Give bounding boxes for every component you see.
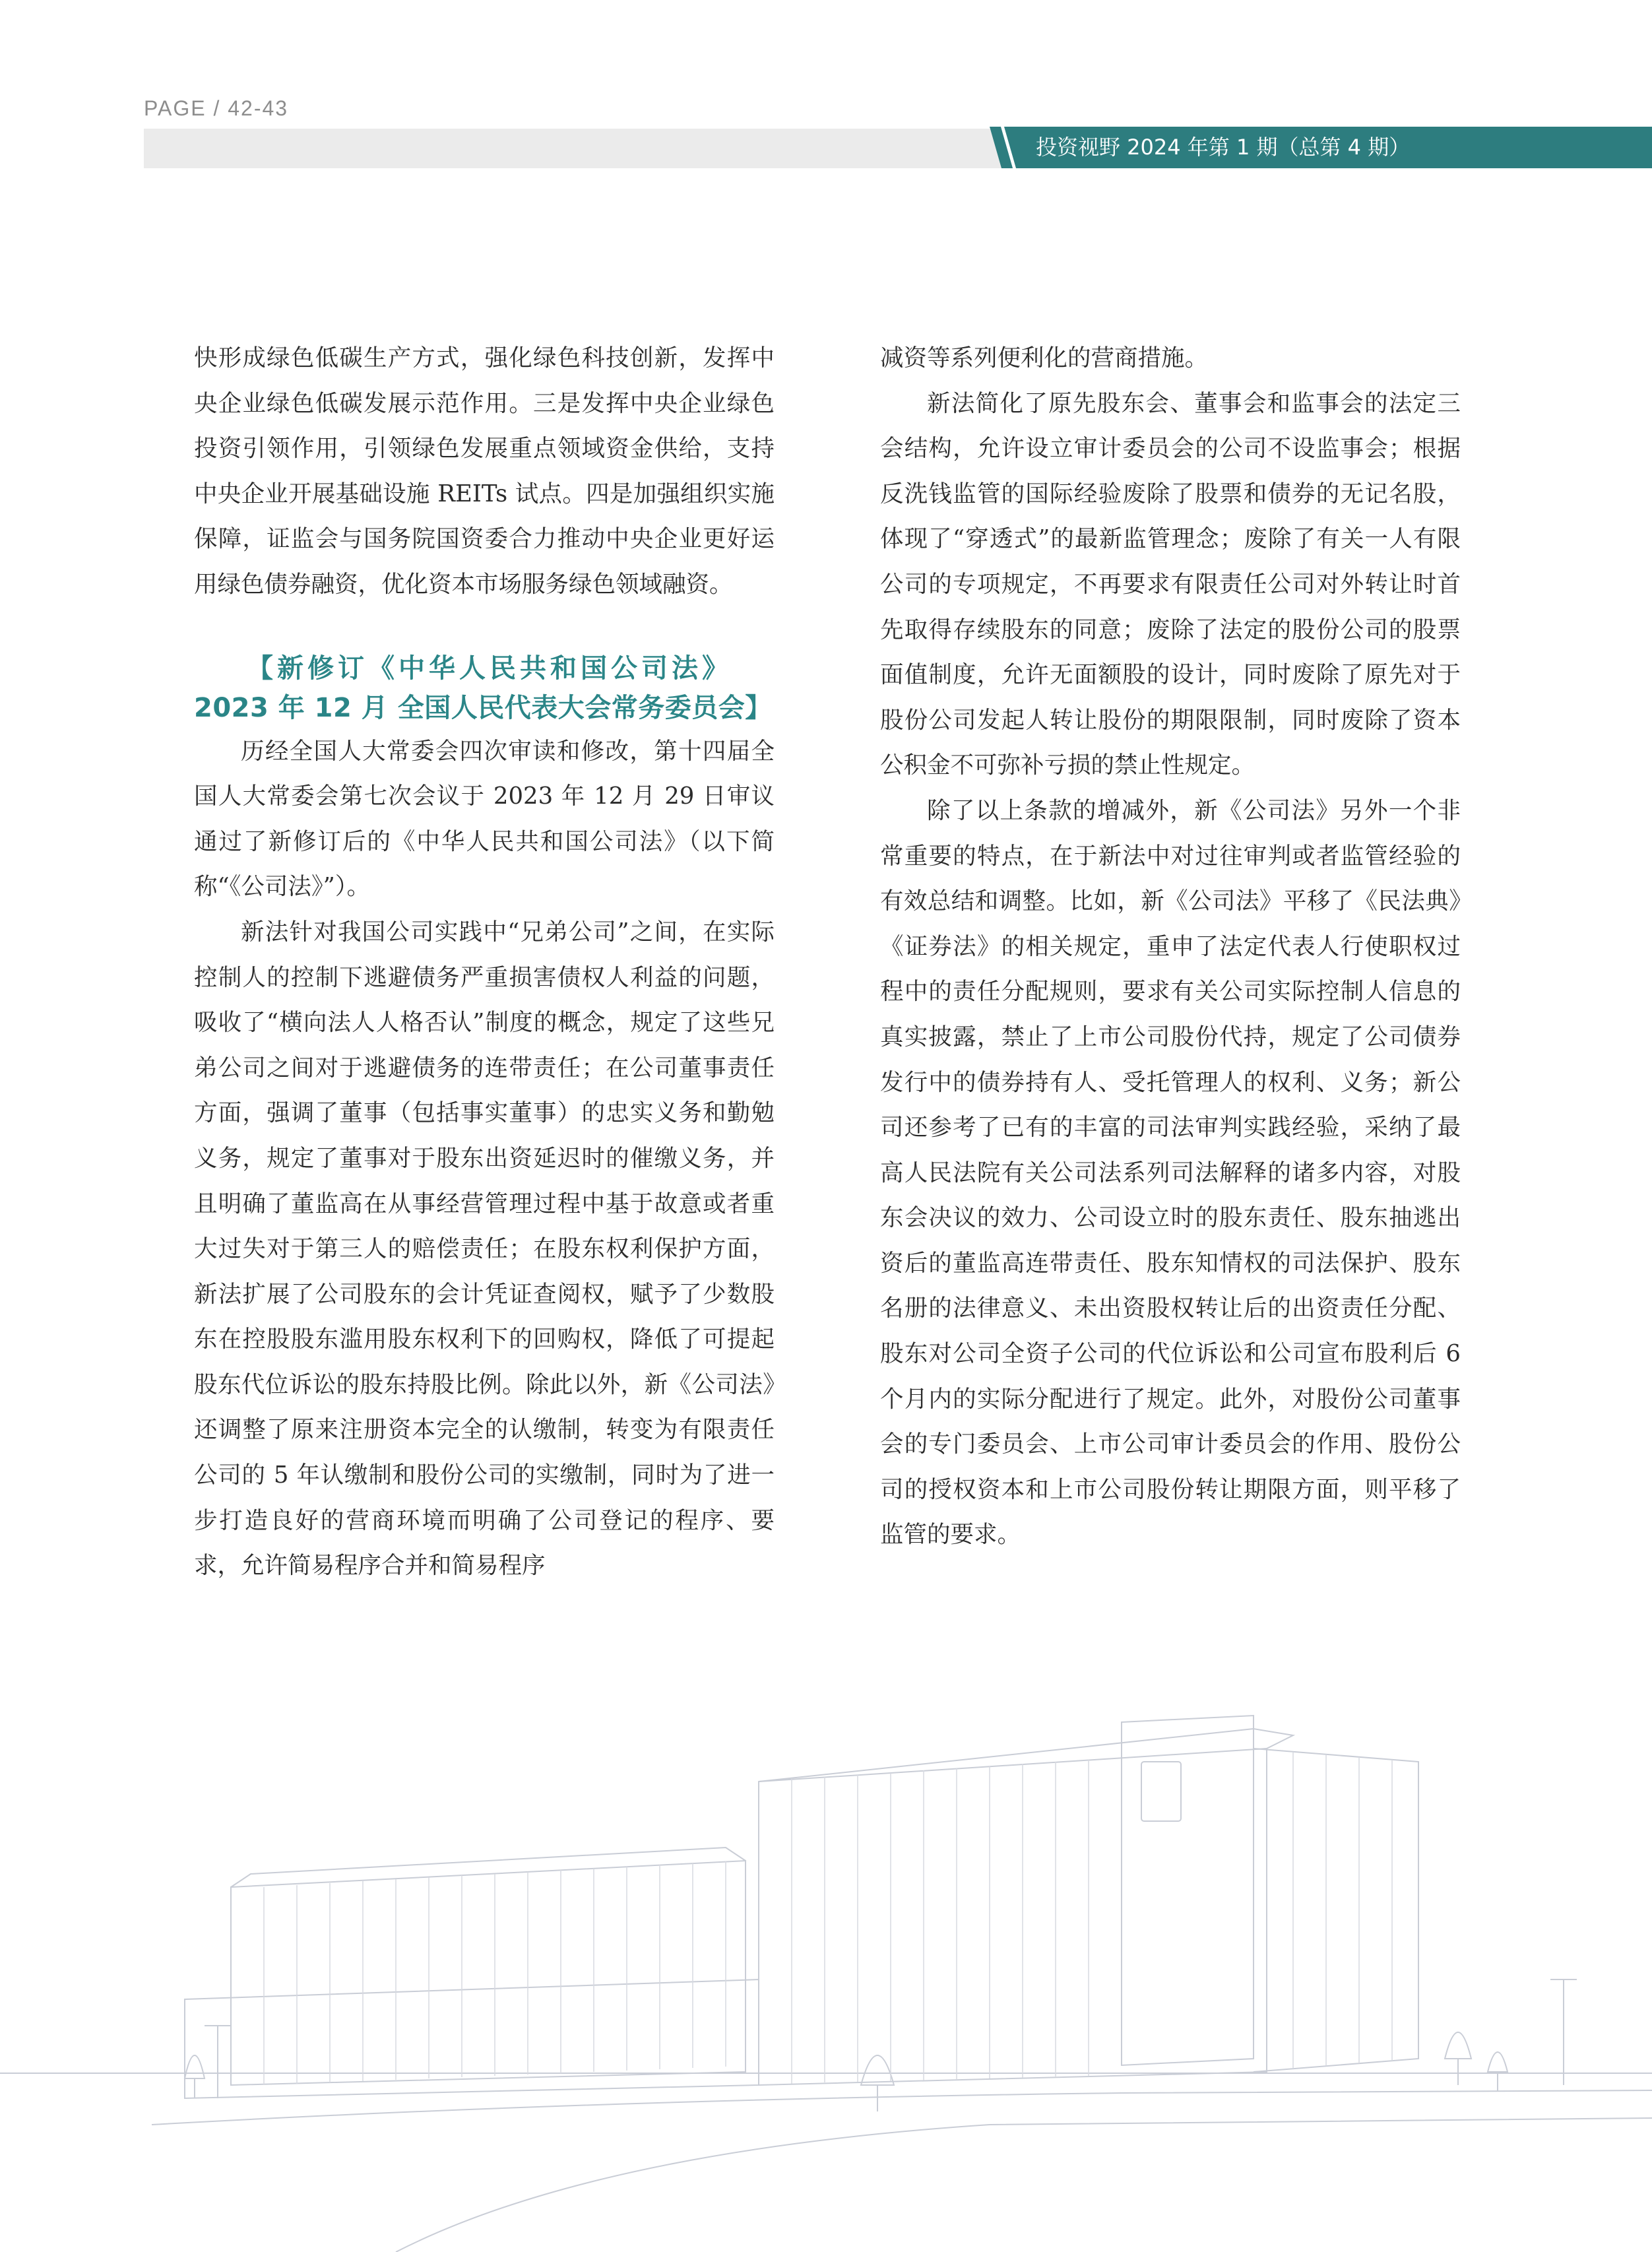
building-illustration — [0, 1689, 1652, 2252]
section-heading-line-2: 2023 年 12 月 全国人民代表大会常务委员会】 — [194, 692, 772, 723]
paragraph: 减资等系列便利化的营商措施。 — [880, 344, 1209, 371]
paragraph: 除了以上条款的增减外，新《公司法》另外一个非常重要的特点，在于新法中对过往审判或者监管经验的有效总结和调整。比如，新《公司法》平移了《民法典》《证券法》的相关规定，重申了法定代表人行使职权过程中的责任分配规则，要求有关公司实际控制人信息的真实披露，禁止了上市公司股份代持，规定了公司债券发行中的债券持有人、受托管理人的权利、义务；新公司还参考了已有的丰富的司法审判实践经验，采纳了最高人民法院有关公司法系列司法解释的诸多内容，对股东会决议的效力、公司设立时的股东责任、股东抽逃出资后的董监高连带责任、股东知情权的司法保护、股东名册的法律意义、未出资股权转让后的出资责任分配、股东对公司全资子公司的代位诉讼和公司宣布股利后 6 个月内的实际分配进行了规定。此外，对股份公司董事会的专门委员会、上市公司审计委员会的作用、股份公司的授权资本和上市公司股份转让期限方面，则平移了监管的要求。 — [880, 796, 1461, 1549]
left-column — [194, 336, 775, 1589]
paragraph: 快形成绿色低碳生产方式，强化绿色科技创新，发挥中央企业绿色低碳发展示范作用。三是发挥中央企业绿色投资引领作用，引领绿色发展重点领域资金供给，支持中央企业开展基础设施 REITs 试点。四是加强组织实施保障，证监会与国务院国资委合力推动中央企业更好运用绿色债券融资，优化资本市场服务绿色领域融资。 — [194, 344, 775, 598]
section-heading-line-1: 【新修订《中华人民共和国公司法》 — [247, 653, 732, 684]
paragraph: 新法简化了原先股东会、董事会和监事会的法定三会结构，允许设立审计委员会的公司不设监事会；根据反洗钱监管的国际经验废除了股票和债券的无记名股，体现了“穿透式”的最新监管理念；废除了有关一人有限公司的专项规定，不再要求有限责任公司对外转让时首先取得存续股东的同意；废除了法定的股份公司的股票面值制度，允许无面额股的设计，同时废除了原先对于股份公司发起人转让股份的期限限制，同时废除了资本公积金不可弥补亏损的禁止性规定。 — [880, 389, 1461, 779]
section-heading — [194, 608, 775, 729]
paragraph: 新法针对我国公司实践中“兄弟公司”之间，在实际控制人的控制下逃避债务严重损害债权人利益的问题，吸收了“横向法人人格否认”制度的概念，规定了这些兄弟公司之间对于逃避债务的连带责任；在公司董事责任方面，强调了董事（包括事实董事）的忠实义务和勤勉义务，规定了董事对于股东出资延迟时的催缴义务，并且明确了董监高在从事经营管理过程中基于故意或者重大过失对于第三人的赔偿责任；在股东权利保护方面，新法扩展了公司股东的会计凭证查阅权，赋予了少数股东在控股股东滥用股东权利下的回购权，降低了可提起股东代位诉讼的股东持股比例。除此以外，新《公司法》还调整了原来注册资本完全的认缴制，转变为有限责任公司的 5 年认缴制和股份公司的实缴制，同时为了进一步打造良好的营商环境而明确了公司登记的程序、要求，允许简易程序合并和简易程序 — [194, 918, 775, 1580]
right-column — [880, 336, 1461, 1558]
page-label: PAGE / 42-43 — [144, 96, 289, 120]
publication-title: 投资视野 2024 年第 1 期（总第 4 期） — [1036, 135, 1411, 160]
paragraph: 历经全国人大常委会四次审读和修改，第十四届全国人大常委会第七次会议于 2023 年 12 月 29 日审议通过了新修订后的《中华人民共和国公司法》（以下简称“《公司法》”）。 — [194, 737, 775, 901]
